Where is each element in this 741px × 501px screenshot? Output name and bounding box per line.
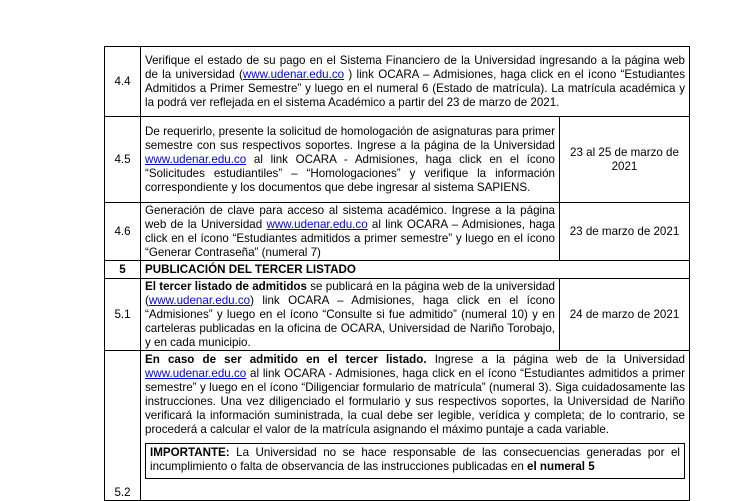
table-row xyxy=(105,47,690,117)
row-number: 4.4 xyxy=(105,47,141,117)
row-date: 23 de marzo de 2021 xyxy=(560,203,690,261)
row-number: 4.5 xyxy=(105,117,141,203)
schedule-table xyxy=(104,46,690,501)
row-number: 5.1 xyxy=(105,279,141,351)
table-row xyxy=(105,351,690,501)
row-description: Verifique el estado de su pago en el Sistema Financiero de la Universidad ingresando a la página web de la universidad (www.udenar.edu.co ) link OCARA – Admisiones, haga click en el ícono “Estudiantes Admitidos a Primer Semestre” y luego en el numeral 6 (Estado de matrícula). La matrícula académica y la podrá ver reflejada en el sistema Académico a partir del 23 de marzo de 2021. xyxy=(141,47,690,117)
section-row xyxy=(105,261,690,279)
udenar-link[interactable]: www.udenar.edu.co xyxy=(242,67,345,81)
row-description: De requerirlo, presente la solicitud de homologación de asignaturas para primer semestre con sus respectivos soportes. Ingrese a la página de la Universidad www.udenar.edu.co al link OCARA - Admisiones, haga click en el ícono “Solicitudes estudiantiles” – “Homologaciones” y verifique la información correspondiente y los documentos que debe ingresar al sistema SAPIENS. xyxy=(141,117,560,203)
row-number: 4.6 xyxy=(105,203,141,261)
important-notice: IMPORTANTE: La Universidad no se hace responsable de las consecuencias generadas por el incumplimiento o falta de observancia de las instrucciones publicadas en el numeral 5 xyxy=(145,443,685,479)
row-number: 5.2 xyxy=(105,351,141,501)
row-description: En caso de ser admitido en el tercer listado. Ingrese a la página web de la Universidad www.udenar.edu.co al link OCARA - Admisiones, haga click en el ícono “Estudiantes admitidos a primer semestre” y luego en el ícono “Diligenciar formulario de matrícula” (numeral 3). Siga cuidadosamente las instrucciones. Una vez diligenciado el formulario y sus respectivos soportes, la Universidad de Nariño verificará la información suministrada, la cual debe ser legible, verídica y completa; de lo contrario, se procederá a calcular el valor de la matrícula asignando el máximo puntaje a cada variable. IMPORTANTE: La Universidad no se hace responsable de las consecuencias generadas por el incumplimiento o falta de observancia de las instrucciones publicadas en el numeral 5 xyxy=(141,351,690,501)
table-row xyxy=(105,203,690,261)
row-description: Generación de clave para acceso al sistema académico. Ingrese a la página web de la Universidad www.udenar.edu.co al link OCARA – Admisiones, haga click en el ícono “Estudiantes admitidos a primer semestre” y luego en el ícono “Generar Contraseña” (numeral 7) xyxy=(141,203,560,261)
udenar-link[interactable]: www.udenar.edu.co xyxy=(266,217,368,231)
section-number: 5 xyxy=(105,261,141,279)
row-description: El tercer listado de admitidos se publicará en la página web de la universidad (www.udenar.edu.co) link OCARA – Admisiones, haga click en el ícono “Admisiones” y luego en el ícono “Consulte si fue admitido” (numeral 10) y en carteleras publicadas en la oficina de OCARA, Universidad de Nariño Torobajo, y en cada municipio. xyxy=(141,279,560,351)
row-date: 24 de marzo de 2021 xyxy=(560,279,690,351)
udenar-link[interactable]: www.udenar.edu.co xyxy=(145,367,247,380)
udenar-link[interactable]: www.udenar.edu.co xyxy=(148,293,251,307)
table-row xyxy=(105,117,690,203)
table-row xyxy=(105,279,690,351)
section-title: PUBLICACIÓN DEL TERCER LISTADO xyxy=(141,261,690,279)
row-date: 23 al 25 de marzo de 2021 xyxy=(560,117,690,203)
udenar-link[interactable]: www.udenar.edu.co xyxy=(145,152,247,166)
